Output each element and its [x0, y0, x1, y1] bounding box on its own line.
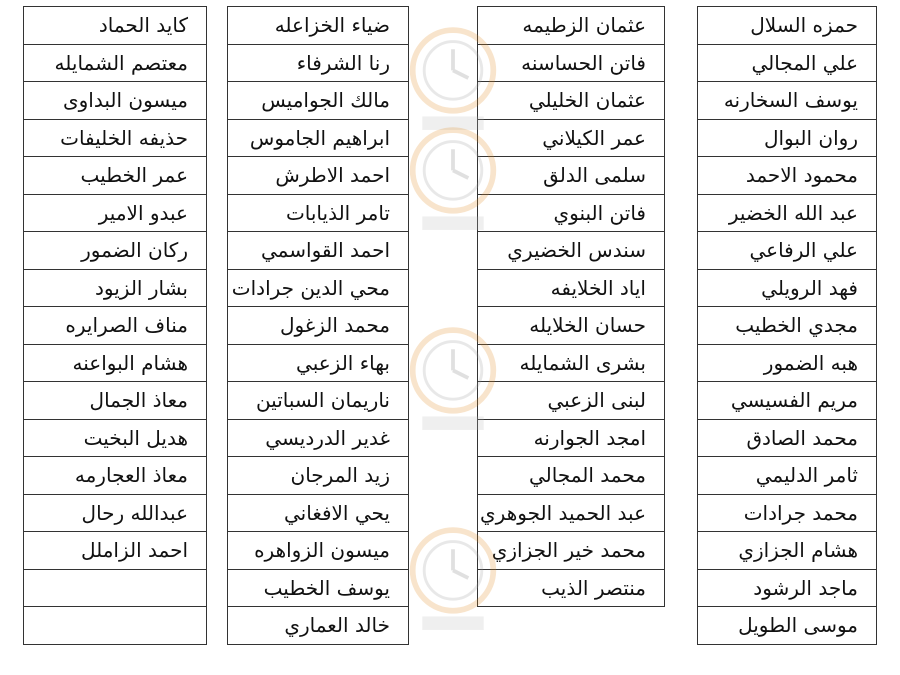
name-cell: عمر الكيلاني [478, 120, 664, 158]
name-cell: لبنى الزعبي [478, 382, 664, 420]
name-cell: ابراهيم الجاموس [228, 120, 408, 158]
names-column-2 [477, 6, 665, 607]
name-cell: علي الرفاعي [698, 232, 876, 270]
name-cell: هديل البخيت [24, 420, 206, 458]
name-cell: عبد الله الخضير [698, 195, 876, 233]
name-cell: رنا الشرفاء [228, 45, 408, 83]
name-cell: حذيفه الخليفات [24, 120, 206, 158]
name-cell: عبدالله رحال [24, 495, 206, 533]
name-cell: تامر الذيابات [228, 195, 408, 233]
name-cell: علي المجالي [698, 45, 876, 83]
name-cell: محمد المجالي [478, 457, 664, 495]
name-cell: ضياء الخزاعله [228, 7, 408, 45]
name-cell: ميسون الزواهره [228, 532, 408, 570]
name-cell: ثامر الدليمي [698, 457, 876, 495]
name-cell: مريم الفسيسي [698, 382, 876, 420]
names-column-3 [227, 6, 409, 645]
name-cell: هبه الضمور [698, 345, 876, 383]
name-cell: ميسون البداوى [24, 82, 206, 120]
name-cell: يحي الافغاني [228, 495, 408, 533]
name-cell: ركان الضمور [24, 232, 206, 270]
name-cell: زيد المرجان [228, 457, 408, 495]
name-cell: امجد الجوارنه [478, 420, 664, 458]
name-cell: ماجد الرشود [698, 570, 876, 608]
name-cell: محمد جرادات [698, 495, 876, 533]
name-cell: محمد الزغول [228, 307, 408, 345]
name-cell: محمد خير الجزازي [478, 532, 664, 570]
name-cell: محمود الاحمد [698, 157, 876, 195]
name-cell: عثمان الزطيمه [478, 7, 664, 45]
name-cell: كايد الحماد [24, 7, 206, 45]
name-cell: احمد القواسمي [228, 232, 408, 270]
name-cell: حسان الخلايله [478, 307, 664, 345]
name-cell: بشار الزيود [24, 270, 206, 308]
name-cell: خالد العماري [228, 607, 408, 645]
names-column-1 [697, 6, 877, 645]
name-cell: معاذ العجارمه [24, 457, 206, 495]
name-cell [24, 607, 206, 645]
name-cell: عثمان الخليلي [478, 82, 664, 120]
name-cell: روان البوال [698, 120, 876, 158]
name-cell: احمد الاطرش [228, 157, 408, 195]
name-cell: محي الدين جرادات [228, 270, 408, 308]
name-cell: هشام البواعنه [24, 345, 206, 383]
name-cell: مجدي الخطيب [698, 307, 876, 345]
name-cell: بهاء الزعبي [228, 345, 408, 383]
name-cell: منتصر الذيب [478, 570, 664, 608]
name-cell: اياد الخلايفه [478, 270, 664, 308]
name-cell: غدير الدرديسي [228, 420, 408, 458]
name-cell: فهد الرويلي [698, 270, 876, 308]
name-cell: يوسف الخطيب [228, 570, 408, 608]
name-cell: احمد الزاملل [24, 532, 206, 570]
name-cell: فاتن البنوي [478, 195, 664, 233]
name-cell: موسى الطويل [698, 607, 876, 645]
name-cell: مناف الصرايره [24, 307, 206, 345]
name-cell: مالك الجواميس [228, 82, 408, 120]
name-cell: هشام الجزازي [698, 532, 876, 570]
name-cell: فاتن الحساسنه [478, 45, 664, 83]
name-cell: عبد الحميد الجوهري [478, 495, 664, 533]
names-column-4 [23, 6, 207, 645]
name-cell: سندس الخضيري [478, 232, 664, 270]
name-cell: معاذ الجمال [24, 382, 206, 420]
name-cell: عمر الخطيب [24, 157, 206, 195]
name-cell: حمزه السلال [698, 7, 876, 45]
name-cell: سلمى الدلق [478, 157, 664, 195]
name-cell: ناريمان السباتين [228, 382, 408, 420]
name-cell: يوسف السخارنه [698, 82, 876, 120]
name-cell [24, 570, 206, 608]
name-cell: عبدو الامير [24, 195, 206, 233]
name-cell: معتصم الشمايله [24, 45, 206, 83]
name-cell: محمد الصادق [698, 420, 876, 458]
name-cell: بشرى الشمايله [478, 345, 664, 383]
